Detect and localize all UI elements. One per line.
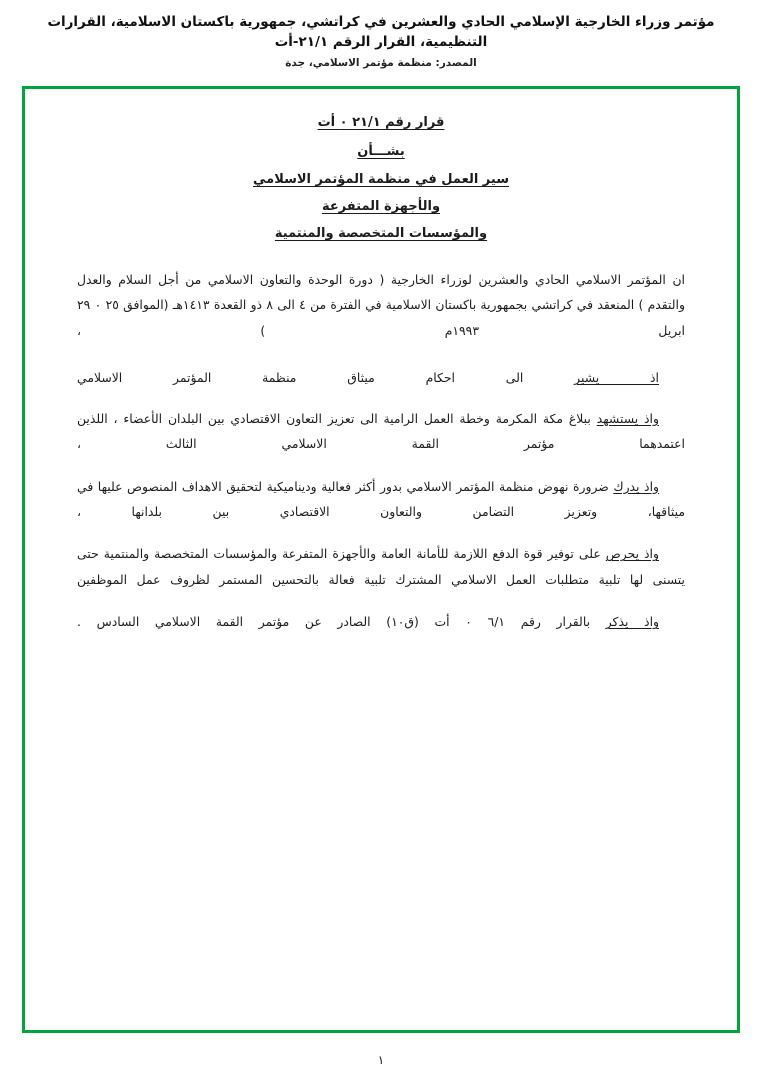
paragraph-text: ان المؤتمر الاسلامي الحادي والعشرين لوزراء الخارجية ( دورة الوحدة والتعاون الاسلامي من أجل السلام والعدل والتقدم ) المنعقد في كراتشي بجمهورية باكستان الاسلامية في الفترة من ٤ الى ٨ ذو القعدة ١٤١٣هـ (الموافق ٢٥ ٠ ٢٩ ابريل ١٩٩٣م ) ،: [77, 272, 685, 338]
paragraph-text: على توفير قوة الدفع اللازمة للأمانة العامة والأجهزة المتفرعة والمؤسسات المتخصصة والمنتمية حتى يتسنى لها تلبية متطلبات العمل الاسلامي المشترك تلبية فعالة بالتحسين المستمر لظروف عمل الموظفين: [77, 546, 685, 587]
document-header-title: مؤتمر وزراء الخارجية الإسلامي الحادي والعشرين في كراتشي، جمهورية باكستان الاسلامية، القرارات التنظيمية، القرار الرقم ٢١/١-أت: [47, 14, 715, 51]
document-header-source: المصدر: منظمة مؤتمر الاسلامي، جدة: [285, 56, 477, 69]
page-number: ١: [377, 1053, 385, 1067]
paragraph-text: ببلاغ مكة المكرمة وخطة العمل الرامية الى تعزيز التعاون الاقتصادي بين البلدان الأعضاء ، اللذين اعتمدهما مؤتمر القمة الاسلامي الثالث ،: [77, 410, 685, 452]
resolution-subject-label: بشـــأن: [357, 144, 405, 159]
resolution-subject-line-2: والأجهزة المتفرعة: [321, 199, 441, 214]
paragraph-keen-on-providing: [77, 541, 685, 592]
paragraph-citing-mecca-declaration: [77, 406, 685, 457]
paragraph-recalling-resolution: [77, 609, 685, 634]
paragraph-aware-of-need: [77, 474, 685, 525]
document-header: [0, 0, 762, 75]
resolution-title-block: [77, 115, 685, 241]
paragraph-keyword: واذ يحرص: [605, 546, 659, 562]
resolution-subject-line-1: سير العمل في منظمة المؤتمر الاسلامي: [253, 172, 509, 187]
paragraph-recalling-charter: [77, 365, 685, 390]
paragraph-text: الى احكام ميثاق منظمة المؤتمر الاسلامي: [77, 370, 524, 386]
paragraph-keyword: اذ يشير: [574, 370, 659, 386]
paragraph-keyword: واذ يدرك: [613, 478, 659, 494]
paragraph-keyword: واذ يذكر: [605, 614, 659, 630]
resolution-number: قرار رقم ٢١/١ ٠ أت: [317, 115, 445, 130]
page-content: [25, 89, 737, 1030]
paragraph-keyword: واذ يستشهد: [596, 410, 659, 426]
scanned-page-frame: [22, 86, 740, 1033]
paragraph-text: بالقرار رقم ٦/١ ٠ أت (ق١٠) الصادر عن مؤتمر القمة الاسلامي السادس .: [77, 614, 591, 630]
resolution-body: [77, 267, 685, 635]
paragraph-preamble: [77, 267, 685, 343]
paragraph-text: ضرورة نهوض منظمة المؤتمر الاسلامي بدور أكثر فعالية وديناميكية لتحقيق الاهداف المنصوص عليها في ميثاقها، وتعزيز التضامن والتعاون الاقتصادي بين بلدانها ،: [77, 478, 685, 519]
resolution-subject-line-3: والمؤسسات المتخصصة والمنتمية: [274, 226, 488, 241]
